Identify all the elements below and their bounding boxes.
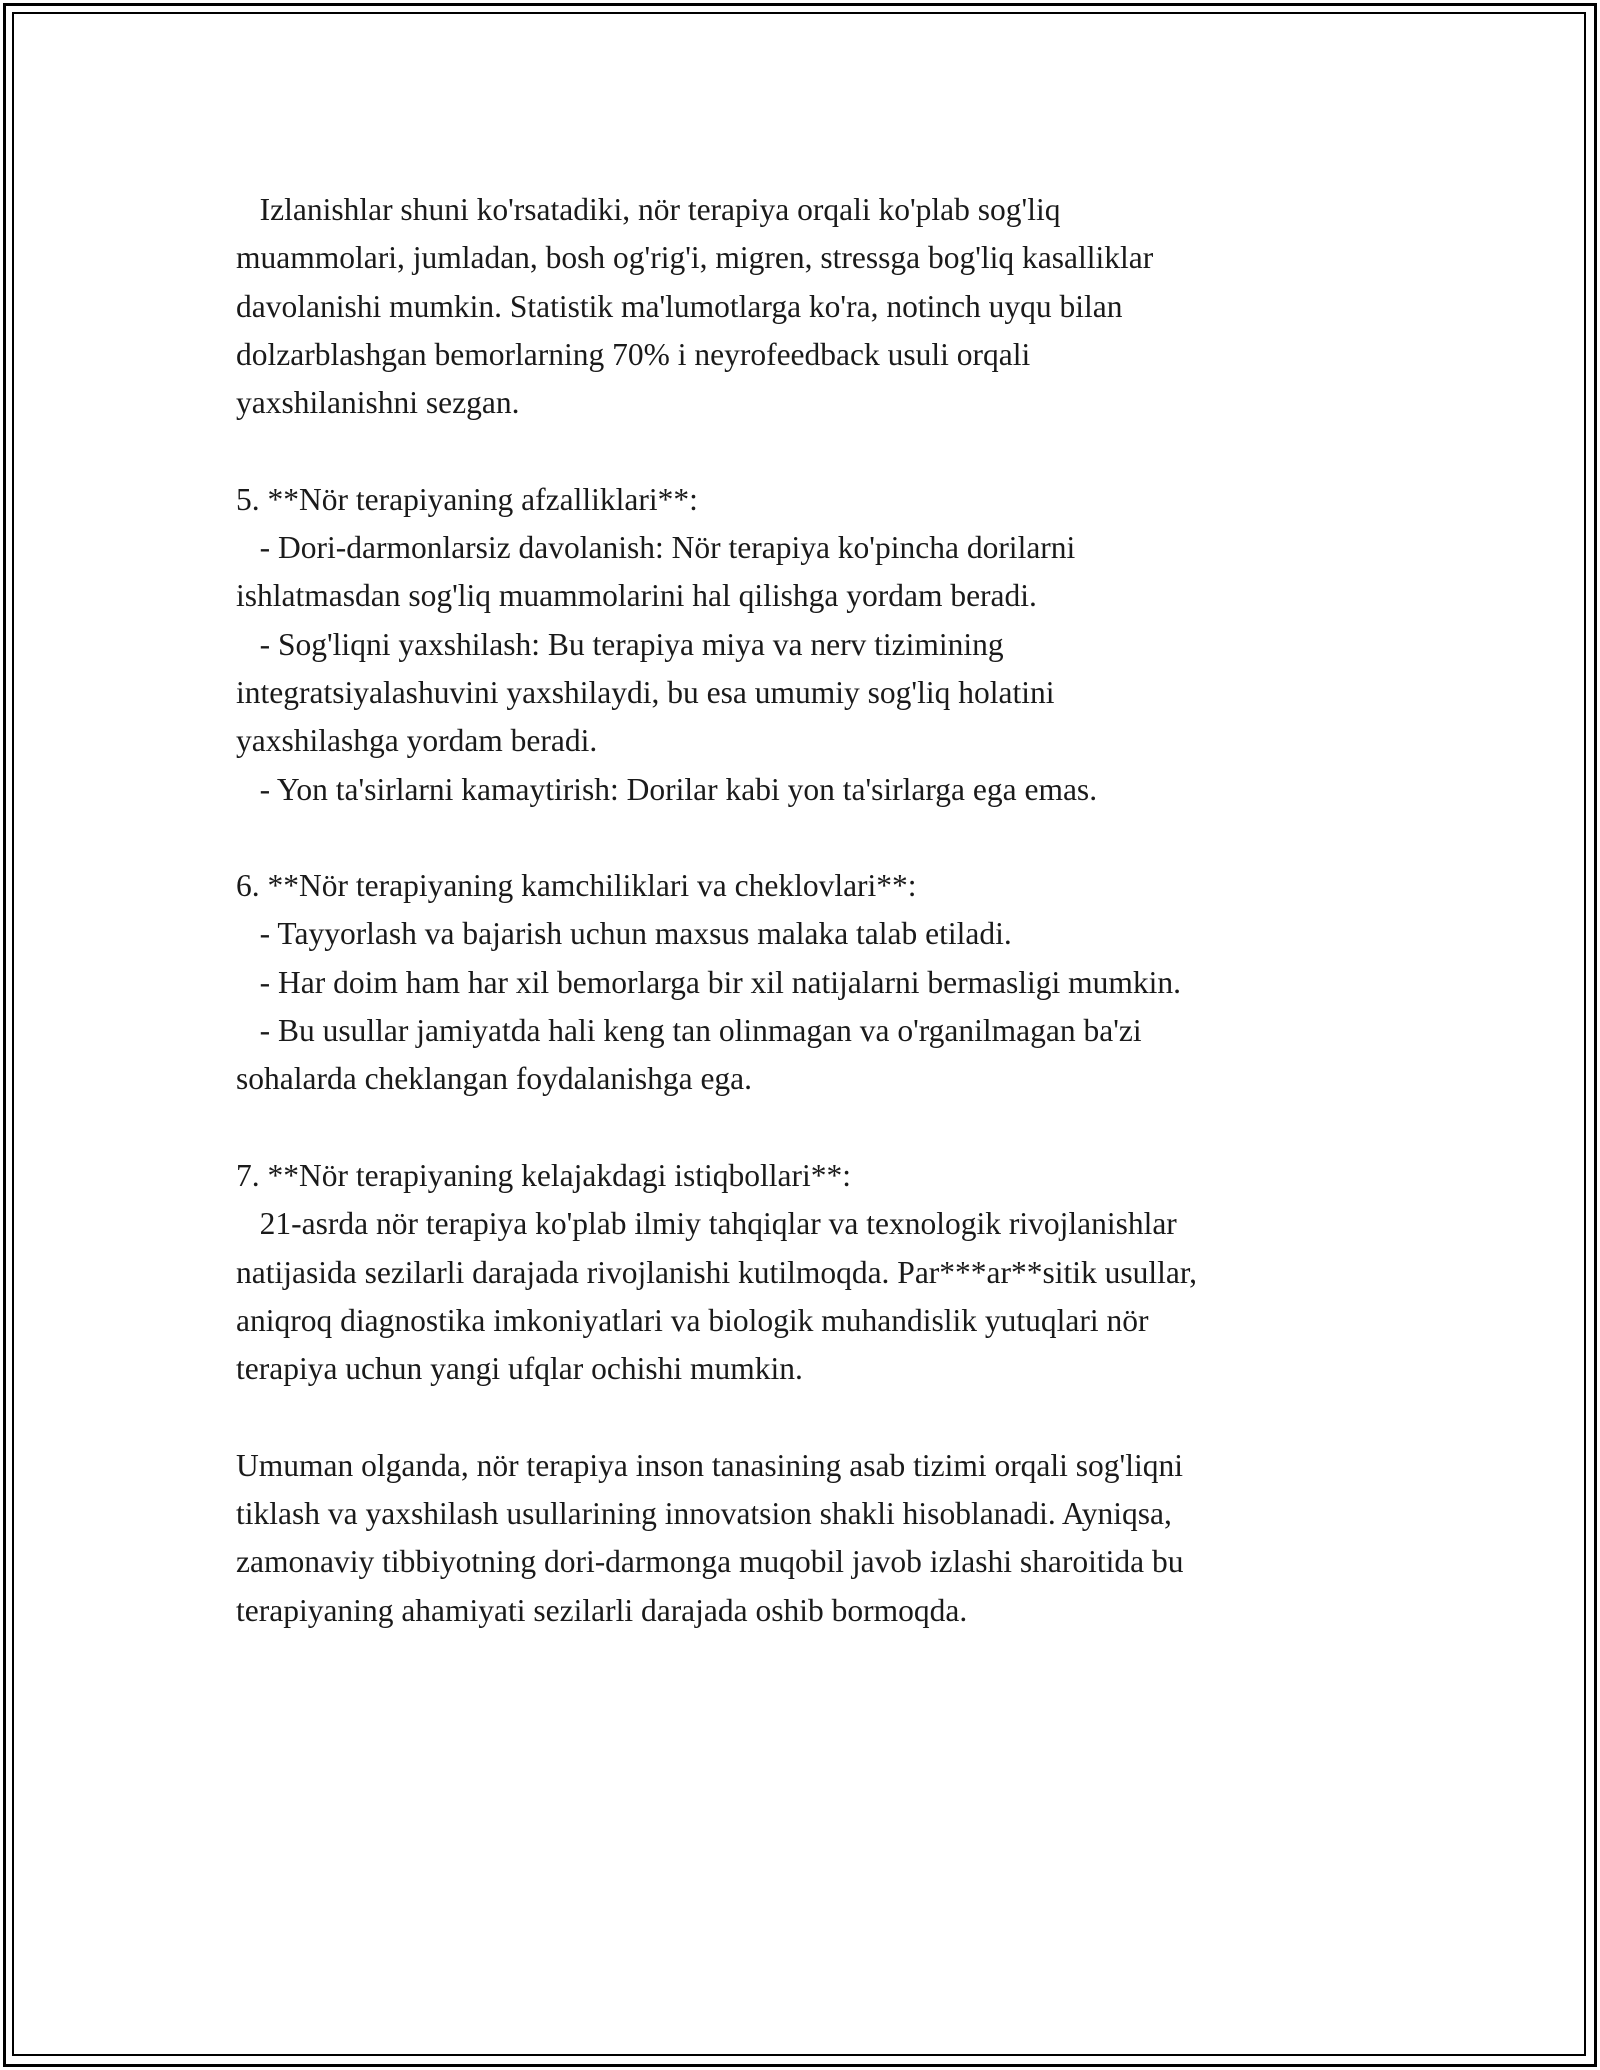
list-item: - Dori-darmonlarsiz davolanish: Nör terapiya ko'pincha dorilarni — [236, 530, 1076, 566]
text-line: terapiya uchun yangi ufqlar ochishi mumkin. — [236, 1351, 803, 1387]
text-line: yaxshilashga yordam beradi. — [236, 723, 598, 759]
text-line: terapiyaning ahamiyati sezilarli darajada oshib bormoqda. — [236, 1592, 968, 1628]
text-line: zamonaviy tibbiyotning dori-darmonga muqobil javob izlashi sharoitida bu — [236, 1544, 1184, 1580]
paragraph-research-findings — [236, 186, 1396, 427]
paragraph-spacer — [236, 1393, 1396, 1441]
text-line: Izlanishlar shuni ko'rsatadiki, nör terapiya orqali ko'plab sog'liq — [236, 192, 1061, 227]
list-item: - Tayyorlash va bajarish uchun maxsus malaka talab etiladi. — [236, 916, 1012, 952]
paragraph-spacer — [236, 1104, 1396, 1152]
text-line: sohalarda cheklangan foydalanishga ega. — [236, 1061, 753, 1097]
paragraph-conclusion — [236, 1442, 1396, 1635]
text-line: tiklash va yaxshilash usullarining innovatsion shakli hisoblanadi. Ayniqsa, — [236, 1496, 1172, 1532]
text-line: natijasida sezilarli darajada rivojlanishi kutilmoqda. Par***ar**sitik usullar, — [236, 1254, 1197, 1290]
text-line: ishlatmasdan sog'liq muammolarini hal qilishga yordam beradi. — [236, 578, 1037, 614]
text-line: dolzarblashgan bemorlarning 70% i neyrofeedback usuli orqali — [236, 336, 1031, 372]
text-line: yaxshilanishni sezgan. — [236, 385, 520, 421]
document-body — [236, 186, 1396, 1635]
text-line: 21-asrda nör terapiya ko'plab ilmiy tahqiqlar va texnologik rivojlanishlar — [236, 1206, 1177, 1242]
list-item: - Bu usullar jamiyatda hali keng tan olinmagan va o'rganilmagan ba'zi — [236, 1013, 1142, 1049]
section-limitations — [236, 862, 1396, 1103]
list-item: - Har doim ham har xil bemorlarga bir xil natijalarni bermasligi mumkin. — [236, 964, 1182, 1000]
section-heading: 6. **Nör terapiyaning kamchiliklari va cheklovlari**: — [236, 868, 917, 904]
text-line: Umuman olganda, nör terapiya inson tanasining asab tizimi orqali sog'liqni — [236, 1447, 1183, 1483]
paragraph-spacer — [236, 814, 1396, 862]
text-line: davolanishi mumkin. Statistik ma'lumotlarga ko'ra, notinch uyqu bilan — [236, 288, 1123, 324]
section-heading: 7. **Nör terapiyaning kelajakdagi istiqbollari**: — [236, 1157, 851, 1193]
text-line: muammolari, jumladan, bosh og'rig'i, migren, stressga bog'liq kasalliklar — [236, 240, 1154, 276]
text-line: aniqroq diagnostika imkoniyatlari va biologik muhandislik yutuqlari nör — [236, 1302, 1149, 1338]
section-advantages — [236, 476, 1396, 814]
section-future-prospects — [236, 1152, 1396, 1393]
section-heading: 5. **Nör terapiyaning afzalliklari**: — [236, 481, 698, 517]
list-item: - Sog'liqni yaxshilash: Bu terapiya miya va nerv tizimining — [236, 626, 1004, 662]
text-line: integratsiyalashuvini yaxshilaydi, bu esa umumiy sog'liq holatini — [236, 674, 1055, 710]
list-item: - Yon ta'sirlarni kamaytirish: Dorilar kabi yon ta'sirlarga ega emas. — [236, 771, 1098, 807]
paragraph-spacer — [236, 427, 1396, 475]
